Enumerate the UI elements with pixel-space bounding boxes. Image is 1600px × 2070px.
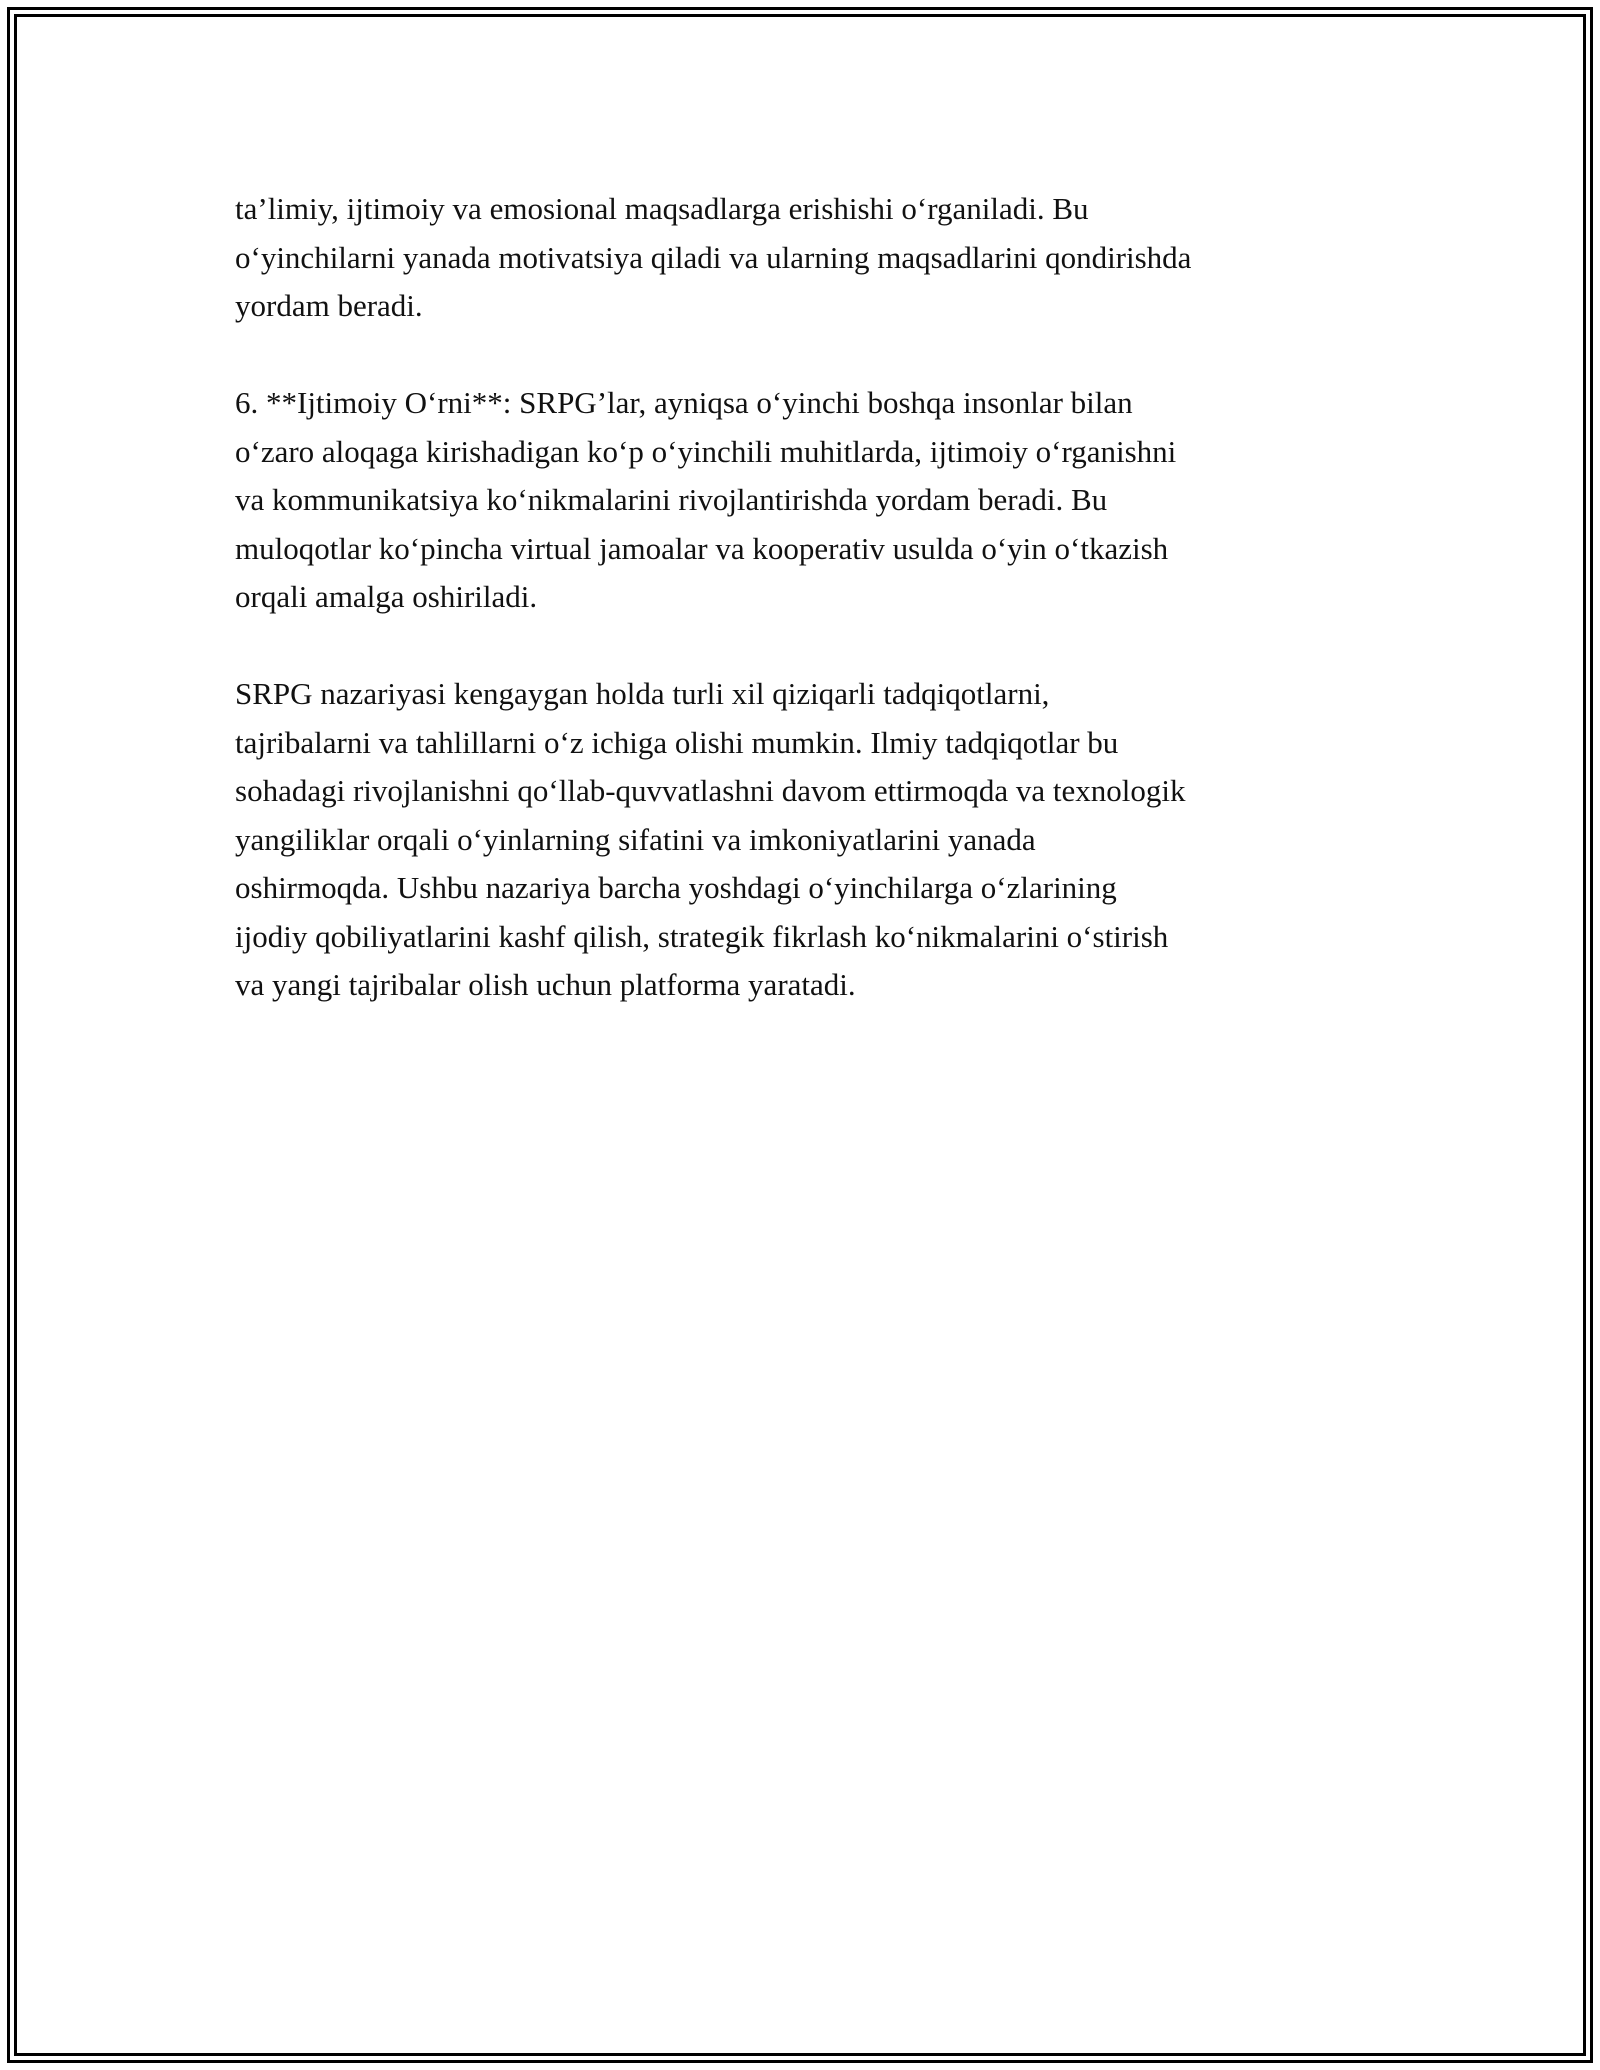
text-line: yordam beradi. [235, 288, 423, 323]
text-line: o‘zaro aloqaga kirishadigan ko‘p o‘yinchili muhitlarda, ijtimoiy o‘rganishni [235, 433, 1177, 469]
document-body [235, 185, 1395, 1058]
text-line: yangiliklar orqali o‘yinlarning sifatini va imkoniyatlarini yanada [235, 821, 1036, 857]
text-line: tajribalarni va tahlillarni o‘z ichiga olishi mumkin. Ilmiy tadqiqotlar bu [235, 724, 1119, 760]
paragraph-social-role [235, 379, 1395, 622]
text-line: sohadagi rivojlanishni qo‘llab-quvvatlashni davom ettirmoqda va texnologik [235, 773, 1186, 808]
text-line: orqali amalga oshiriladi. [235, 579, 538, 614]
text-line: oshirmoqda. Ushbu nazariya barcha yoshdagi o‘yinchilarga o‘zlarining [235, 870, 1117, 905]
paragraph-goals-continuation [235, 185, 1395, 331]
text-line: muloqotlar ko‘pincha virtual jamoalar va kooperativ usulda o‘yin o‘tkazish [235, 530, 1169, 566]
text-line: o‘yinchilarni yanada motivatsiya qiladi va ularning maqsadlarini qondirishda [235, 239, 1192, 275]
text-line: 6. **Ijtimoiy O‘rni**: SRPG’lar, ayniqsa o‘yinchi boshqa insonlar bilan [235, 385, 1133, 420]
text-line: va kommunikatsiya ko‘nikmalarini rivojlantirishda yordam beradi. Bu [235, 482, 1108, 517]
text-line: ijodiy qobiliyatlarini kashf qilish, strategik fikrlash ko‘nikmalarini o‘stirish [235, 918, 1169, 954]
text-line: ta’limiy, ijtimoiy va emosional maqsadlarga erishishi o‘rganiladi. Bu [235, 191, 1089, 226]
text-line: SRPG nazariyasi kengaygan holda turli xil qiziqarli tadqiqotlarni, [235, 676, 1050, 711]
paragraph-conclusion [235, 670, 1395, 1010]
text-line: va yangi tajribalar olish uchun platforma yaratadi. [235, 967, 856, 1002]
